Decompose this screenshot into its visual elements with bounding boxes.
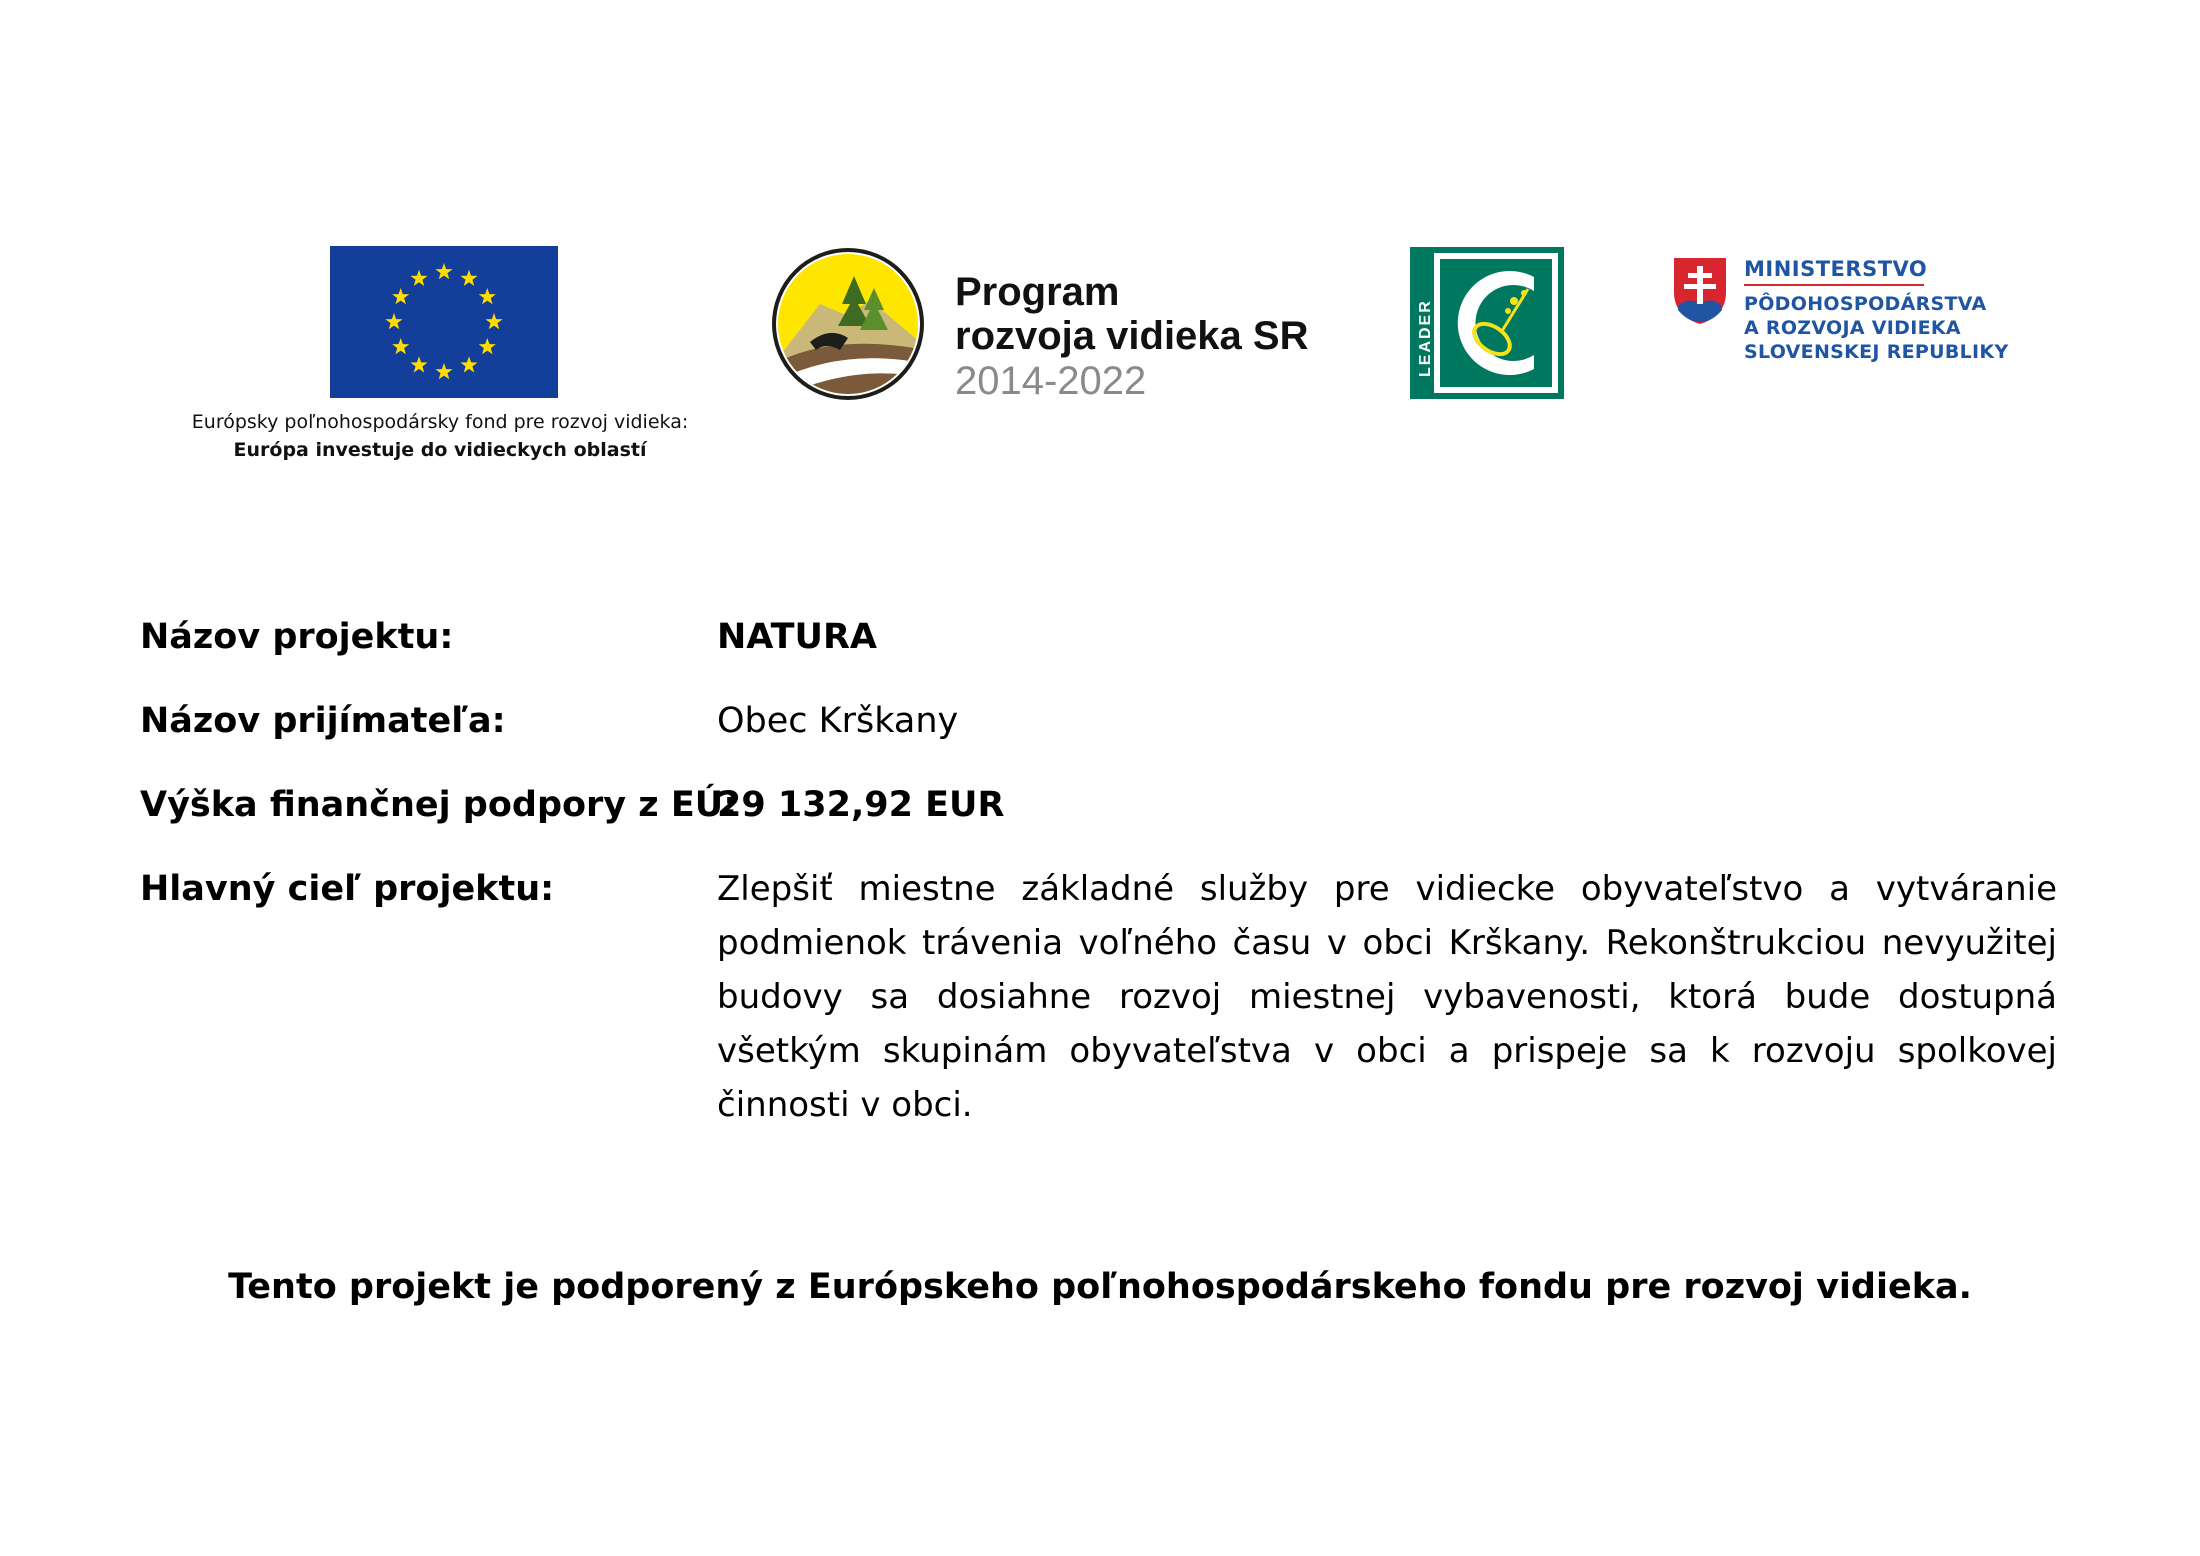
ministry-line3: A ROZVOJA VIDIEKA bbox=[1744, 317, 1961, 339]
eu-fund-logo bbox=[160, 246, 720, 464]
slovak-crest-icon bbox=[1672, 256, 1728, 326]
ministry-line1: MINISTERSTVO bbox=[1744, 257, 1928, 281]
eu-caption-line1: Európsky poľnohospodársky fond pre rozvoj vidieka: bbox=[191, 411, 689, 433]
project-name-value: NATURA bbox=[717, 617, 877, 657]
leader-label: LEADER bbox=[1417, 299, 1434, 377]
leader-logo-icon bbox=[1410, 247, 1564, 399]
prv-emblem-icon bbox=[770, 246, 926, 402]
eu-caption bbox=[160, 408, 720, 464]
recipient-value: Obec Krškany bbox=[717, 701, 959, 741]
recipient-row bbox=[140, 694, 2060, 748]
goal-row bbox=[140, 862, 2060, 1132]
prv-period: 2014-2022 bbox=[955, 359, 1147, 403]
funding-value: 29 132,92 EUR bbox=[717, 785, 1005, 825]
eu-caption-line2: Európa investuje do vidieckych oblastí bbox=[233, 439, 647, 461]
prv-text bbox=[955, 270, 1308, 404]
ministry-text bbox=[1744, 256, 2009, 364]
prv-logo bbox=[770, 246, 1370, 406]
goal-label: Hlavný cieľ projektu: bbox=[140, 869, 555, 909]
funding-statement: Tento projekt je podporený z Európskeho poľnohospodárskeho fondu pre rozvoj vidieka. bbox=[228, 1267, 1972, 1307]
ministry-divider bbox=[1744, 284, 1924, 286]
project-name-row bbox=[140, 610, 2060, 664]
prv-title-line2: rozvoja vidieka SR bbox=[955, 314, 1309, 358]
funding-row bbox=[140, 778, 2060, 832]
funding-label: Výška finančnej podpory z EÚ: bbox=[140, 785, 738, 825]
project-details bbox=[140, 610, 2060, 1162]
ministry-logo bbox=[1672, 256, 2032, 366]
project-name-label: Názov projektu: bbox=[140, 617, 454, 657]
eu-flag-icon bbox=[330, 246, 558, 398]
ministry-line4: SLOVENSKEJ REPUBLIKY bbox=[1744, 341, 2009, 363]
goal-value: Zlepšiť miestne základné služby pre vidiecke obyvateľstvo a vytváranie podmienok trávenia voľného času v obci Krškany. Rekonštrukciou nevyužitej budovy sa dosiahne rozvoj miestnej vybavenosti, ktorá bude dostupná všetkým skupinám obyvateľstva v obci a prispeje sa k rozvoju spolkovej činnosti v obci. bbox=[717, 869, 2057, 1125]
recipient-label: Názov prijímateľa: bbox=[140, 701, 506, 741]
prv-title-line1: Program bbox=[955, 270, 1120, 314]
ministry-line2: PÔDOHOSPODÁRSTVA bbox=[1744, 293, 1987, 315]
